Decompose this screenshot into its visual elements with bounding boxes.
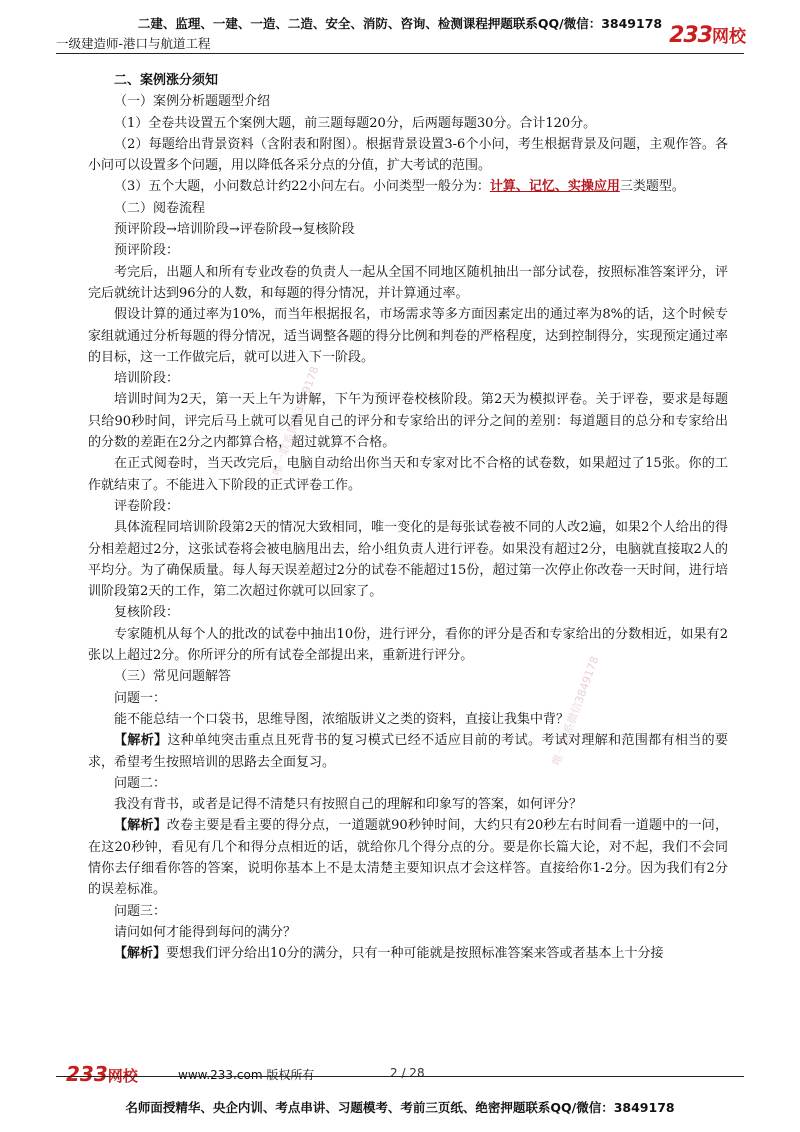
question-text: 我没有背书，或者是记得不清楚只有按照自己的理解和印象写的答案，如何评分？ <box>114 797 583 813</box>
stage-title: 预评阶段： <box>114 243 180 259</box>
watermark: 唯一联系微信3849178 <box>549 654 602 768</box>
footer-logo-text: 网校 <box>107 1067 138 1085</box>
footer-logo <box>66 1062 138 1086</box>
analysis-tag: 【解析】 <box>114 946 167 962</box>
highlighted-text: 计算、记忆、实操应用 <box>489 179 620 195</box>
question-title: 问题三： <box>114 903 167 919</box>
brand-logo <box>669 22 746 48</box>
paragraph: 考完后，出题人和所有专业改卷的负责人一起从全国不同地区随机抽出一部分试卷，按照标准答案评分，评完后就统计达到96分的人数，和每题的得分情况，并计算通过率。 <box>88 264 728 301</box>
answer-paragraph <box>88 730 728 773</box>
subsection-title: （二）阅卷流程 <box>114 200 206 216</box>
answer-text: 改卷主要是看主要的得分点，一道题就90秒钟时间，大约只有20秒左右时间看一道题中的一问，在这20秒钟，看见有几个和得分点相近的话，就给你几个得分点的分。要是你长篇大论，对不起，我们不会同情你去仔细看你答的答案，说明你基本上不是太清楚主要知识点才会这样答。直接给你1-2分。因为我们有2分的误差标准。 <box>88 818 728 898</box>
paragraph: （1）全卷共设置五个案例大题，前三题每题20分，后两题每题30分。合计120分。 <box>114 115 597 131</box>
page-number: 2 / 28 <box>390 1066 425 1080</box>
watermark: 唯一联系微信3849178 <box>269 364 322 478</box>
paragraph: 假设计算的通过率为10%，而当年根据报名，市场需求等多方面因素定出的通过率为8%的话，这个时候专家组就通过分析每题的得分情况，适当调整各题的得分比例和判卷的严格程度，达到控制得分，实现预定通过率的目标，这一工作做完后，就可以进入下一阶段。 <box>88 307 728 365</box>
subsection-title: （三）常见问题解答 <box>114 669 232 685</box>
paragraph-text: （3）五个大题，小问数总计约22小问左右。小问类型一般分为： <box>114 179 490 195</box>
answer-paragraph <box>88 815 728 900</box>
analysis-tag: 【解析】 <box>114 818 167 834</box>
question-text: 请问如何才能得到每问的满分？ <box>114 924 297 940</box>
footer-contact-line: 名师面授精华、央企内训、考点串讲、习题模考、考前三页纸、绝密押题联系QQ/微信：3849178 <box>125 1100 675 1115</box>
stage-title: 评卷阶段： <box>114 498 180 514</box>
paragraph <box>88 176 728 197</box>
footer-logo-number: 233 <box>66 1062 108 1086</box>
paragraph: 在正式阅卷时，当天改完后，电脑自动给出你当天和专家对比不合格的试卷数，如果超过了15张。你的工作就结束了。不能进入下阶段的正式评卷工作。 <box>88 456 728 493</box>
footer-copyright: www.233.com 版权所有 <box>178 1068 315 1082</box>
stage-title: 复核阶段： <box>114 605 180 621</box>
answer-text: 这种单纯突击重点且死背书的复习模式已经不适应目前的考试。考试对理解和范围都有相当的要求，希望考生按照培训的思路去全面复习。 <box>88 733 728 770</box>
logo-number: 233 <box>669 23 712 48</box>
logo-text: 网校 <box>712 27 746 47</box>
paragraph-text: 三类题型。 <box>619 179 685 195</box>
document-subtitle: 一级建造师-港口与航道工程 <box>56 36 211 51</box>
footer-divider <box>56 1076 744 1077</box>
header-divider <box>56 53 744 54</box>
header-contact-line: 二建、监理、一建、一造、二造、安全、消防、咨询、检测课程押题联系QQ/微信：3849178 <box>137 16 663 31</box>
flow-line: 预评阶段→培训阶段→评卷阶段→复核阶段 <box>114 222 355 238</box>
subsection-title: （一）案例分析题题型介绍 <box>114 94 271 110</box>
paragraph: 专家随机从每个人的批改的试卷中抽出10份，进行评分，看你的评分是否和专家给出的分数相近，如果有2张以上超过2分。你所评分的所有试卷全部提出来，重新进行评分。 <box>88 626 728 664</box>
analysis-tag: 【解析】 <box>114 733 168 749</box>
answer-paragraph <box>88 943 728 964</box>
stage-title: 培训阶段： <box>114 371 180 387</box>
paragraph: 具体流程同培训阶段第2天的情况大致相同，唯一变化的是每张试卷被不同的人改2遍，如果2个人给出的得分相差超过2分，这张试卷将会被电脑甩出去，给小组负责人进行评卷。如果没有超过2分，电脑就直接取2人的平均分。为了确保质量。每人每天误差超过2分的试卷不能超过15份，超过第一次停止你改卷一天时间，进行培训阶段第2天的工作，第二次超过你就可以回家了。 <box>88 520 728 600</box>
paragraph: （2）每题给出背景资料（含附表和附图）。根据背景设置3-6个小问，考生根据背景及问题，主观作答。各小问可以设置多个问题，用以降低各采分点的分值，扩大考试的范围。 <box>88 136 728 174</box>
document-body <box>88 70 728 964</box>
question-title: 问题二： <box>114 775 167 791</box>
answer-text: 要想我们评分给出10分的满分，只有一种可能就是按照标准答案来答或者基本上十分接 <box>166 946 664 962</box>
section-title: 二、案例涨分须知 <box>114 73 219 88</box>
question-title: 问题一： <box>114 690 167 706</box>
paragraph: 培训时间为2天，第一天上午为讲解，下午为预评卷校核阶段。第2天为模拟评卷。关于评卷，要求是每题只给90秒时间，评完后马上就可以看见自己的评分和专家给出的评分之间的差别：每道题目的总分和专家给出的分数的差距在2分之内都算合格，超过就算不合格。 <box>88 392 728 451</box>
question-text: 能不能总结一个口袋书，思维导图，浓缩版讲义之类的资料，直接让我集中背？ <box>114 711 570 727</box>
